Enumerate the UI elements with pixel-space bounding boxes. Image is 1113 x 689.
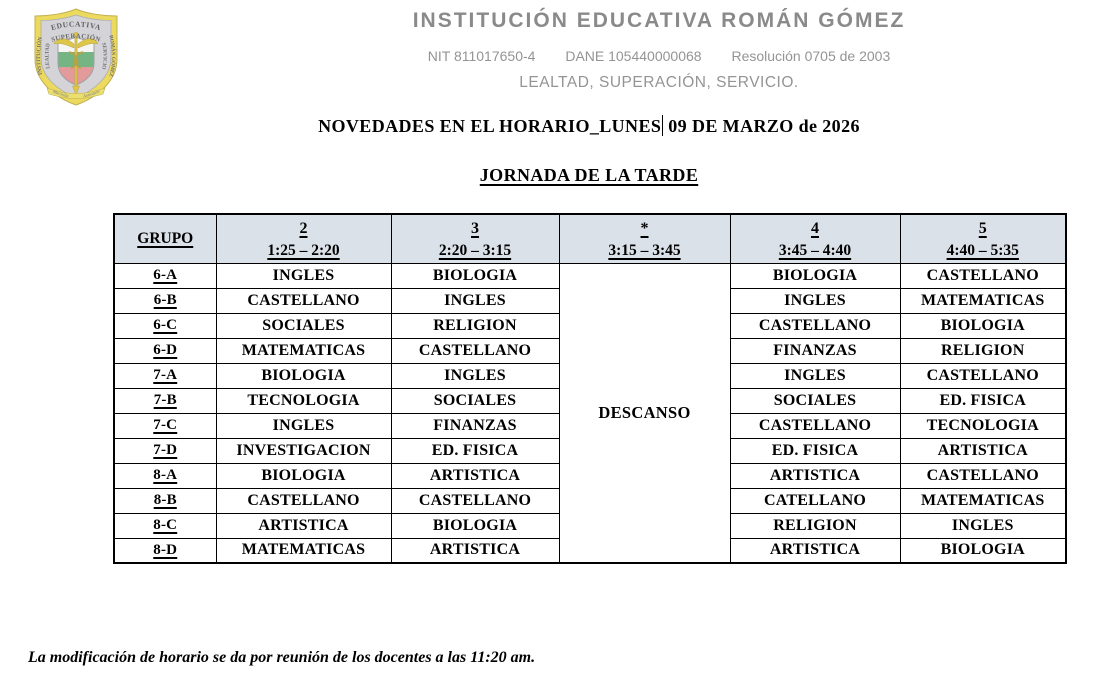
subject-cell: INGLES [216,413,391,438]
subject-cell: FINANZAS [730,338,900,363]
shift-subtitle [113,163,1065,187]
schedule-table [113,213,1067,564]
subject-cell: CATELLANO [730,488,900,513]
group-cell: 7-D [114,438,216,463]
subject-cell: MATEMATICAS [216,538,391,563]
subject-cell: ARTISTICA [730,538,900,563]
logo-text-educativa: EDUCATIVA [49,19,103,33]
period-header-cell: 4 3:45 – 4:40 [730,214,900,263]
subject-cell: RELIGION [391,313,559,338]
subject-cell: BIOLOGIA [391,513,559,538]
subject-cell: INGLES [391,363,559,388]
subject-cell: BIOLOGIA [391,263,559,288]
subject-cell: BIOLOGIA [216,463,391,488]
subject-cell: INGLES [900,513,1066,538]
schedule-table-header [114,214,1066,263]
registration-line [204,47,1113,65]
period-header-cell: 5 4:40 – 5:35 [900,214,1066,263]
group-cell: 7-B [114,388,216,413]
logo-text-lealtad: LEALTAD [44,42,52,70]
school-name: INSTITUCIÓN EDUCATIVA ROMÁN GÓMEZ [412,9,906,32]
subject-cell: BIOLOGIA [216,363,391,388]
shift-subtitle-label: JORNADA DE LA TARDE [479,165,699,185]
schedule-table-body [114,263,1066,563]
dane-number: DANE 105440000068 [565,48,702,64]
subject-cell: ED. FISICA [730,438,900,463]
document-header [204,8,1113,92]
subject-cell: ARTISTICA [216,513,391,538]
nit-number: NIT 811017650-4 [427,48,536,64]
footnote: La modificación de horario se da por reunión de los docentes a las 11:20 am. [28,649,536,666]
school-crest-logo [27,7,125,107]
subject-cell: CASTELLANO [391,338,559,363]
subject-cell: MATEMATICAS [900,288,1066,313]
break-header-cell: * 3:15 – 3:45 [559,214,730,263]
subject-cell: CASTELLANO [900,263,1066,288]
subject-cell: CASTELLANO [900,463,1066,488]
subject-cell: MATEMATICAS [900,488,1066,513]
group-header-cell: GRUPO [114,214,216,263]
group-cell: 6-B [114,288,216,313]
logo-text-antioquia: Antioquia [82,88,101,99]
subject-cell: INVESTIGACION [216,438,391,463]
subject-cell: TECNOLOGIA [216,388,391,413]
text-cursor [662,115,663,136]
subject-cell: ARTISTICA [900,438,1066,463]
group-cell: 8-D [114,538,216,563]
group-cell: 7-A [114,363,216,388]
subject-cell: INGLES [730,363,900,388]
subject-cell: SOCIALES [216,313,391,338]
subject-cell: SOCIALES [391,388,559,413]
subject-cell: CASTELLANO [730,413,900,438]
logo-text-servicio: SERVICIO [100,42,108,70]
subject-cell: BIOLOGIA [900,538,1066,563]
resolucion-number: Resolución 0705 de 2003 [731,48,891,64]
subject-cell: BIOLOGIA [900,313,1066,338]
group-cell: 8-A [114,463,216,488]
subject-cell: ARTISTICA [391,463,559,488]
group-cell: 8-B [114,488,216,513]
schedule-row [114,263,1066,288]
subject-cell: ARTISTICA [391,538,559,563]
subject-cell: SOCIALES [730,388,900,413]
group-cell: 7-C [114,413,216,438]
header-row [114,214,1066,263]
subject-cell: BIOLOGIA [730,263,900,288]
subject-cell: TECNOLOGIA [900,413,1066,438]
subject-cell: CASTELLANO [216,288,391,313]
subject-cell: CASTELLANO [391,488,559,513]
subject-cell: RELIGION [730,513,900,538]
page-title-left: NOVEDADES EN EL HORARIO_LUNES [318,116,662,136]
logo-text-marinilla: Marinilla [52,88,70,99]
logo-text-roman-gomez: ROMÁN GÓMEZ [107,34,117,78]
subject-cell: MATEMATICAS [216,338,391,363]
subject-cell: INGLES [730,288,900,313]
logo-text-institucion: INSTITUCIÓN [35,36,45,76]
page-title [113,114,1065,138]
subject-cell: FINANZAS [391,413,559,438]
logo-text-superacion: SUPERACIÓN [50,32,102,44]
subject-cell: ARTISTICA [730,463,900,488]
group-cell: 8-C [114,513,216,538]
school-motto: LEALTAD, SUPERACIÓN, SERVICIO. [519,74,799,91]
subject-cell: RELIGION [900,338,1066,363]
period-header-cell: 2 1:25 – 2:20 [216,214,391,263]
break-cell: DESCANSO [559,263,730,563]
page-title-date: 09 DE MARZO de 2026 [668,116,860,136]
group-cell: 6-A [114,263,216,288]
caduceus-letter: D [73,57,79,67]
period-header-cell: 3 2:20 – 3:15 [391,214,559,263]
subject-cell: CASTELLANO [900,363,1066,388]
subject-cell: INGLES [216,263,391,288]
subject-cell: INGLES [391,288,559,313]
subject-cell: CASTELLANO [216,488,391,513]
group-cell: 6-C [114,313,216,338]
subject-cell: CASTELLANO [730,313,900,338]
group-cell: 6-D [114,338,216,363]
subject-cell: ED. FISICA [391,438,559,463]
subject-cell: ED. FISICA [900,388,1066,413]
